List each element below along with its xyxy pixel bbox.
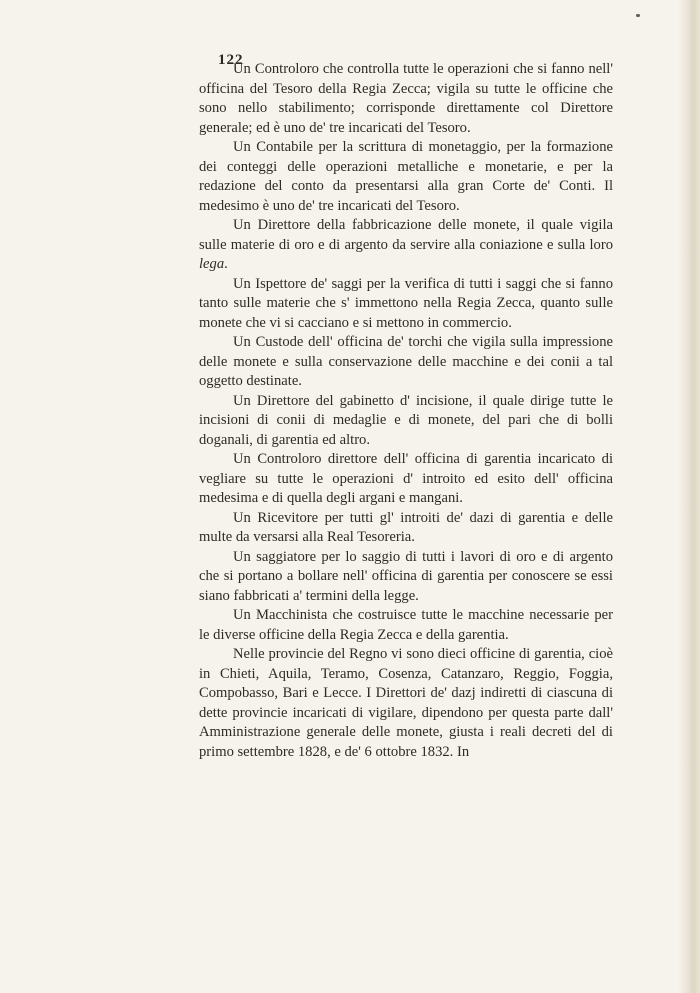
paragraph-ispettore: Un Ispettore de' saggi per la verifica di tutti i saggi che si fanno tanto sulle materie che s' immettono nella Regia Zecca, quanto sulle monete che vi si cacciano e si mettono in commercio. — [199, 275, 613, 331]
paragraph-saggiatore: Un saggiatore per lo saggio di tutti i lavori di oro e di argento che si portano a bollare nell' officina di garentia per conoscere se essi siano fabbricati a' termini della legge. — [199, 548, 613, 604]
paragraph-macchinista: Un Macchinista che costruisce tutte le macchine necessarie per le diverse officine della Regia Zecca e della garentia. — [199, 607, 613, 643]
paragraph-provincie: Nelle provincie del Regno vi sono dieci officine di garentia, cioè in Chieti, Aquila, Teramo, Cosenza, Catanzaro, Reggio, Foggia, Compobasso, Bari e Lecce. I Direttori de' dazj indiretti di ciascuna di dette provincie incaricati di vigilare, dipendono per questa parte dall' Amministrazione generale delle monete, giusta i reali decreti del di primo settembre 1828, e de' 6 ottobre 1832. In — [199, 646, 613, 760]
page-edge — [678, 0, 700, 993]
ink-spot — [636, 14, 640, 17]
paragraph-direttore-incisione: Un Direttore del gabinetto d' incisione, il quale dirige tutte le incisioni di conii di medaglie e di monete, del pari che di bolli doganali, di garentia ed altro. — [199, 392, 613, 448]
emphasis-lega: lega — [199, 256, 225, 272]
page-number: 122 — [218, 52, 244, 68]
paragraph-custode: Un Custode dell' officina de' torchi che vigila sulla impressione delle monete e sulla conservazione delle macchine e dei conii a tal oggetto destinate. — [199, 334, 613, 389]
paragraph-direttore-fabbricazione — [199, 216, 613, 275]
paragraph-text: Un Direttore della fabbricazione delle monete, il quale vigila sulle materie di oro e di argento da servire alla coniazione e sulla loro — [199, 217, 613, 253]
paragraph-contabile: Un Contabile per la scrittura di monetaggio, per la formazione dei conteggi delle operazioni metalliche e monetarie, e per la redazione del conto da presentarsi alla gran Corte de' Conti. Il medesimo è uno de' tre incaricati del Tesoro. — [199, 139, 613, 214]
paragraph-controloro-garentia: Un Controloro direttore dell' officina di garentia incaricato di vegliare su tutte le operazioni d' introito ed esito dell' officina medesima e di quella degli argani e mangani. — [199, 451, 613, 506]
paragraph-ricevitore: Un Ricevitore per tutti gl' introiti de' dazi di garentia e delle multe da versarsi alla Real Tesoreria. — [199, 509, 613, 545]
paragraph-text-end: . — [224, 256, 228, 272]
paragraph-controloro: Un Controloro che controlla tutte le operazioni che si fanno nell' officina del Tesoro della Regia Zecca; vigila su tutte le officine che sono nello stabilimento; corrisponde direttamente col Direttore generale; ed è uno de' tre incaricati del Tesoro. — [199, 61, 613, 136]
body-text — [199, 60, 613, 762]
